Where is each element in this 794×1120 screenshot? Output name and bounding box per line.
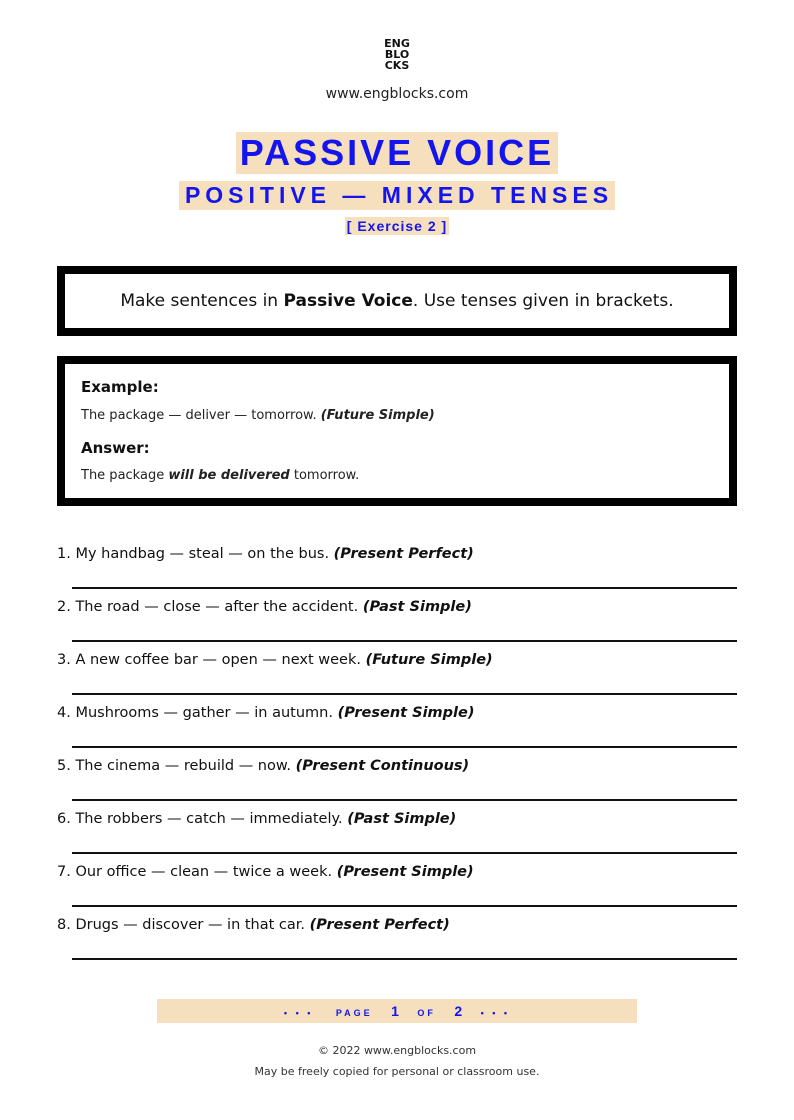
logo-line-3: CKS xyxy=(384,59,410,72)
question-hint: (Present Perfect) xyxy=(333,546,474,562)
question-text: 7. Our office — clean — twice a week. xyxy=(57,864,337,880)
website-link[interactable]: www.engblocks.com xyxy=(325,86,469,102)
question-text: 1. My handbag — steal — on the bus. xyxy=(57,546,334,562)
answer-sentence xyxy=(81,468,359,483)
answer-line-7[interactable] xyxy=(72,905,737,907)
answer-line-2[interactable] xyxy=(72,640,737,642)
example-sentence xyxy=(81,408,435,423)
question-6 xyxy=(57,811,456,827)
question-text: 8. Drugs — discover — in that car. xyxy=(57,917,310,933)
question-2 xyxy=(57,599,472,615)
question-hint: (Future Simple) xyxy=(365,652,493,668)
answer-label: Answer: xyxy=(81,439,150,457)
example-text: The package — deliver — tomorrow. xyxy=(81,408,321,423)
answer-line-3[interactable] xyxy=(72,693,737,695)
question-hint: (Present Simple) xyxy=(336,864,474,880)
question-hint: (Present Simple) xyxy=(337,705,475,721)
license-note: May be freely copied for personal or classroom use. xyxy=(254,1065,540,1078)
answer-line-5[interactable] xyxy=(72,799,737,801)
logo-line-1: ENG xyxy=(384,37,410,50)
example-label: Example: xyxy=(81,378,159,396)
page-title: PASSIVE VOICE xyxy=(236,132,558,174)
dots-right: • • • xyxy=(480,1008,511,1018)
answer-line-4[interactable] xyxy=(72,746,737,748)
question-hint: (Past Simple) xyxy=(347,811,457,827)
copyright: © 2022 www.engblocks.com xyxy=(317,1044,477,1057)
answer-line-8[interactable] xyxy=(72,958,737,960)
page-subtitle: POSITIVE — MIXED TENSES xyxy=(179,181,615,210)
example-box xyxy=(57,356,737,506)
of-word: OF xyxy=(417,1008,436,1018)
answer-line-1[interactable] xyxy=(72,587,737,589)
answer-bold: will be delivered xyxy=(168,468,290,483)
page-current: 1 xyxy=(391,1003,399,1019)
exercise-label: [ Exercise 2 ] xyxy=(346,218,448,234)
question-text: 5. The cinema — rebuild — now. xyxy=(57,758,296,774)
page-word: PAGE xyxy=(335,1008,373,1018)
dots-left: • • • xyxy=(283,1008,314,1018)
question-text: 6. The robbers — catch — immediately. xyxy=(57,811,348,827)
instruction-box xyxy=(57,266,737,336)
engblocks-logo xyxy=(0,38,794,71)
question-hint: (Present Perfect) xyxy=(309,917,450,933)
page-indicator xyxy=(157,999,637,1023)
instruction-text-start: Make sentences in xyxy=(120,291,284,311)
answer-line-6[interactable] xyxy=(72,852,737,854)
question-7 xyxy=(57,864,474,880)
question-text: 2. The road — close — after the accident. xyxy=(57,599,363,615)
instruction-text-end: . Use tenses given in brackets. xyxy=(412,291,674,311)
question-text: 4. Mushrooms — gather — in autumn. xyxy=(57,705,338,721)
instruction-bold: Passive Voice xyxy=(283,291,413,311)
question-4 xyxy=(57,705,474,721)
question-hint: (Past Simple) xyxy=(362,599,472,615)
page-total: 2 xyxy=(454,1003,463,1019)
question-8 xyxy=(57,917,450,933)
answer-text-end: tomorrow. xyxy=(289,468,360,483)
question-hint: (Present Continuous) xyxy=(295,758,470,774)
answer-text-start: The package xyxy=(81,468,169,483)
question-text: 3. A new coffee bar — open — next week. xyxy=(57,652,366,668)
question-3 xyxy=(57,652,493,668)
question-5 xyxy=(57,758,469,774)
example-hint: (Future Simple) xyxy=(320,408,435,423)
question-1 xyxy=(57,546,474,562)
logo-line-2: BLO xyxy=(384,48,410,61)
